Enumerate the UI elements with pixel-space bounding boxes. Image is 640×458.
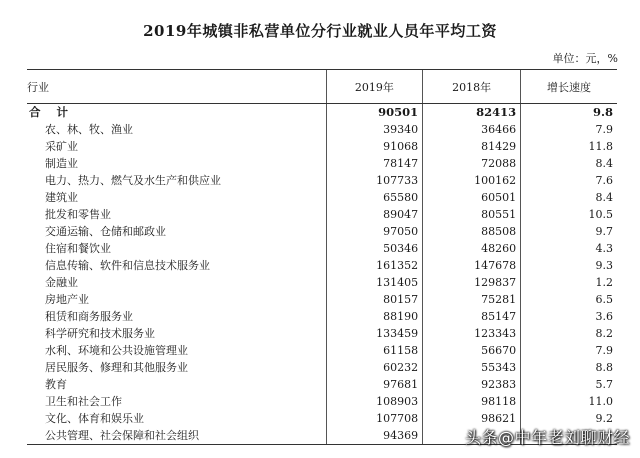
table-row	[27, 240, 617, 257]
row-2018: 80551	[423, 206, 521, 223]
row-industry: 金融业	[45, 276, 78, 289]
row-2019: 50346	[326, 240, 422, 257]
table-body	[27, 104, 617, 445]
row-industry: 交通运输、仓储和邮政业	[45, 225, 166, 238]
row-2019: 131405	[326, 274, 422, 291]
row-industry: 卫生和社会工作	[45, 395, 122, 408]
row-2019: 89047	[326, 206, 422, 223]
table-row	[27, 138, 617, 155]
row-industry: 信息传输、软件和信息技术服务业	[45, 259, 210, 272]
row-industry: 公共管理、社会保障和社会组织	[27, 427, 326, 445]
total-2019: 90501	[326, 104, 422, 122]
row-growth: 8.2	[521, 325, 617, 342]
table-row	[27, 206, 617, 223]
row-industry: 文化、体育和娱乐业	[45, 412, 144, 425]
table-row	[27, 308, 617, 325]
row-growth: 8.4	[521, 155, 617, 172]
row-industry: 住宿和餐饮业	[45, 242, 111, 255]
row-2019: 78147	[326, 155, 422, 172]
row-growth: 9.2	[521, 410, 617, 427]
row-industry: 居民服务、修理和其他服务业	[45, 361, 188, 374]
row-industry: 水利、环境和公共设施管理业	[45, 344, 188, 357]
row-2018: 92383	[423, 376, 521, 393]
row-industry: 制造业	[45, 157, 78, 170]
row-2018: 85147	[423, 308, 521, 325]
row-2019: 60232	[326, 359, 422, 376]
table-row	[27, 359, 617, 376]
total-row	[27, 104, 617, 122]
row-2019: 65580	[326, 189, 422, 206]
page-title: 2019年城镇非私营单位分行业就业人员年平均工资	[143, 22, 497, 40]
row-2019: 91068	[326, 138, 422, 155]
table-row	[27, 376, 617, 393]
row-2019: 39340	[326, 121, 422, 138]
row-2018: 55343	[423, 359, 521, 376]
row-industry: 电力、热力、燃气及水生产和供应业	[45, 174, 221, 187]
row-2018: 98118	[423, 393, 521, 410]
row-2018: 48260	[423, 240, 521, 257]
row-industry: 建筑业	[45, 191, 78, 204]
row-industry: 房地产业	[45, 293, 89, 306]
row-2019: 107733	[326, 172, 422, 189]
row-growth: 10.5	[521, 206, 617, 223]
header-2018: 2018年	[423, 70, 521, 104]
row-2019: 94369	[326, 427, 422, 445]
table-row	[27, 325, 617, 342]
row-industry: 科学研究和技术服务业	[45, 327, 155, 340]
row-growth: 7.6	[521, 172, 617, 189]
row-2019: 97050	[326, 223, 422, 240]
row-growth: 1.2	[521, 274, 617, 291]
header-growth: 增长速度	[521, 70, 617, 104]
table-header-row	[27, 70, 617, 104]
table-row	[27, 172, 617, 189]
row-2019: 80157	[326, 291, 422, 308]
wage-table	[27, 69, 617, 445]
row-growth: 11.0	[521, 393, 617, 410]
row-2018: 129837	[423, 274, 521, 291]
table-row	[27, 257, 617, 274]
row-2018: 88508	[423, 223, 521, 240]
row-growth: 5.7	[521, 376, 617, 393]
row-2019: 61158	[326, 342, 422, 359]
table-row	[27, 274, 617, 291]
row-industry: 采矿业	[45, 140, 78, 153]
table-row	[27, 291, 617, 308]
header-2019: 2019年	[326, 70, 422, 104]
row-growth: 6.5	[521, 291, 617, 308]
row-industry: 农、林、牧、渔业	[45, 123, 133, 136]
row-2019: 108903	[326, 393, 422, 410]
row-2018: 75281	[423, 291, 521, 308]
row-2019: 97681	[326, 376, 422, 393]
total-label: 合 计	[29, 105, 75, 119]
row-2019: 107708	[326, 410, 422, 427]
row-industry: 教育	[45, 378, 67, 391]
table-row	[27, 189, 617, 206]
row-2018: 60501	[423, 189, 521, 206]
table-row	[27, 393, 617, 410]
row-growth: 8.4	[521, 189, 617, 206]
table-row	[27, 223, 617, 240]
total-growth: 9.8	[521, 104, 617, 122]
row-growth: 11.8	[521, 138, 617, 155]
row-industry: 租赁和商务服务业	[45, 310, 133, 323]
table-row	[27, 121, 617, 138]
row-growth: 8.8	[521, 359, 617, 376]
row-2019: 88190	[326, 308, 422, 325]
row-2018: 123343	[423, 325, 521, 342]
row-2018: 147678	[423, 257, 521, 274]
row-growth: 9.7	[521, 223, 617, 240]
unit-label: 单位：元，%	[552, 52, 618, 65]
row-2018: 100162	[423, 172, 521, 189]
watermark-text: 头条@中年老刘聊财经	[464, 428, 630, 447]
row-growth: 9.3	[521, 257, 617, 274]
row-industry: 批发和零售业	[45, 208, 111, 221]
row-growth: 7.9	[521, 121, 617, 138]
row-growth: 7.9	[521, 342, 617, 359]
row-2018: 72088	[423, 155, 521, 172]
header-industry: 行业	[27, 70, 326, 104]
row-growth: 3.6	[521, 308, 617, 325]
row-2018: 81429	[423, 138, 521, 155]
table-row	[27, 342, 617, 359]
row-growth: 4.3	[521, 240, 617, 257]
total-2018: 82413	[423, 104, 521, 122]
row-2018: 98621	[423, 410, 521, 427]
table-row	[27, 155, 617, 172]
row-2018: 56670	[423, 342, 521, 359]
row-2019: 161352	[326, 257, 422, 274]
row-2019: 133459	[326, 325, 422, 342]
row-2018: 36466	[423, 121, 521, 138]
wage-table-container	[27, 69, 617, 445]
